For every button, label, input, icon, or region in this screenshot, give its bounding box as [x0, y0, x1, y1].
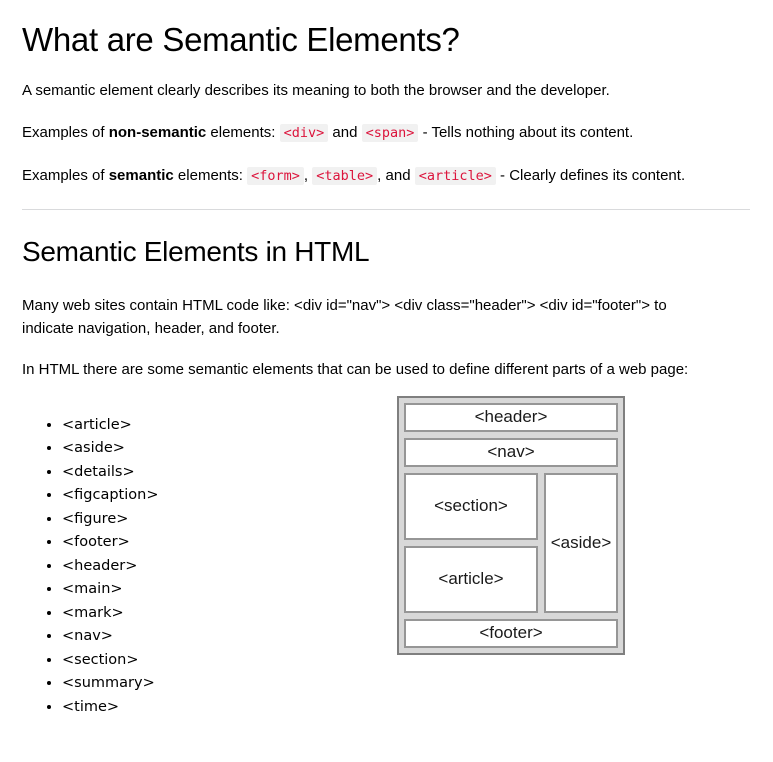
list-item: • <mark>	[62, 602, 397, 626]
list-item: • <figcaption>	[62, 484, 397, 508]
diagram-article-box: <article>	[404, 546, 538, 613]
diagram-middle-row	[404, 473, 618, 613]
list-item: • <aside>	[62, 437, 397, 461]
list-and-diagram-row	[22, 390, 750, 720]
intro-paragraph: A semantic element clearly describes its meaning to both the browser and the developer.	[22, 81, 610, 99]
text-segment: - Clearly defines its content.	[495, 166, 686, 184]
code-span-article: <article>	[415, 167, 496, 185]
code-span-span: <span>	[362, 124, 419, 142]
code-span-div: <div>	[280, 124, 329, 142]
diagram-header-box: <header>	[404, 403, 618, 432]
text-segment: elements:	[206, 124, 280, 142]
section-divider	[22, 209, 750, 210]
code-span-form: <form>	[247, 167, 304, 185]
semantic-paragraph	[22, 165, 714, 188]
text-segment: Examples of	[22, 166, 109, 184]
text-segment: ,	[303, 166, 313, 184]
list-item: • <time>	[62, 696, 397, 720]
semantic-layout-diagram	[397, 396, 625, 655]
semantic-term: semantic	[108, 166, 174, 184]
semantic-elements-list	[22, 414, 397, 720]
list-intro-paragraph: In HTML there are some semantic elements that can be used to define different parts of a web page:	[22, 361, 689, 379]
non-semantic-paragraph	[22, 122, 714, 145]
diagram-aside-box: <aside>	[544, 473, 618, 613]
text-segment: - Tells nothing about its content.	[418, 124, 634, 142]
page-title: What are Semantic Elements?	[22, 21, 460, 58]
list-item: • <footer>	[62, 531, 397, 555]
list-item: • <header>	[62, 555, 397, 579]
text-segment: , and	[377, 166, 415, 184]
list-item: • <section>	[62, 649, 397, 673]
diagram-left-column	[404, 473, 538, 613]
list-item: • <article>	[62, 414, 397, 438]
list-item: • <summary>	[62, 672, 397, 696]
list-item: • <details>	[62, 461, 397, 485]
text-segment: and	[328, 124, 362, 142]
list-item: • <nav>	[62, 625, 397, 649]
html-code-paragraph: Many web sites contain HTML code like: <div id="nav"> <div class="header"> <div id="footer"> to indicate navigation, header, and footer.	[22, 297, 667, 337]
text-segment: elements:	[173, 166, 248, 184]
list-item: • <figure>	[62, 508, 397, 532]
text-segment: Examples of	[22, 124, 109, 142]
non-semantic-term: non-semantic	[108, 124, 207, 142]
diagram-section-box: <section>	[404, 473, 538, 540]
diagram-nav-box: <nav>	[404, 438, 618, 467]
list-item: • <main>	[62, 578, 397, 602]
diagram-footer-box: <footer>	[404, 619, 618, 648]
code-span-table: <table>	[312, 167, 377, 185]
section-title: Semantic Elements in HTML	[22, 236, 370, 268]
